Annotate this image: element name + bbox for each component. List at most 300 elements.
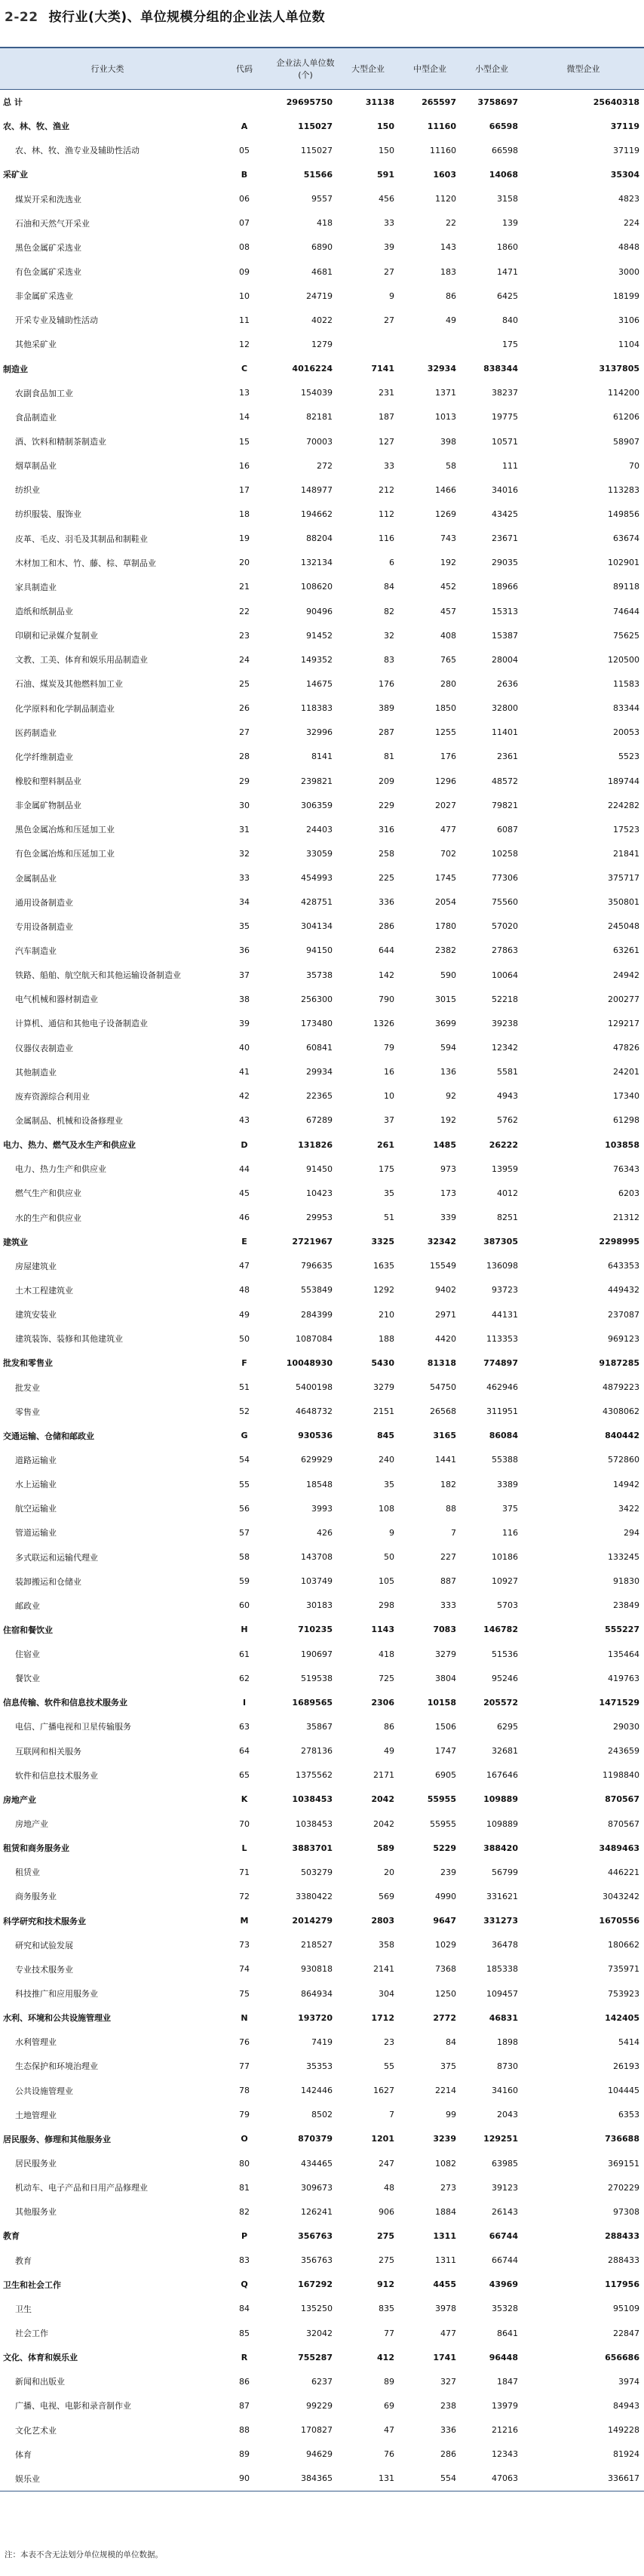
industry-code-cell: 09 xyxy=(239,266,250,277)
micro-cell: 37119 xyxy=(613,145,639,155)
industry-code-cell: 70 xyxy=(239,1818,250,1829)
medium-cell: 265597 xyxy=(422,97,456,107)
medium-cell: 81318 xyxy=(427,1357,456,1368)
medium-cell: 2214 xyxy=(435,2086,456,2096)
industry-code-cell: 14 xyxy=(239,412,250,423)
micro-cell: 3000 xyxy=(618,266,639,277)
total-cell: 1038453 xyxy=(292,1794,333,1805)
medium-cell: 702 xyxy=(440,848,456,859)
small-cell: 109889 xyxy=(486,1818,518,1829)
micro-cell: 3106 xyxy=(618,315,639,325)
medium-cell: 590 xyxy=(440,970,456,980)
industry-name-cell: 农、林、牧、渔专业及辅助性活动 xyxy=(15,146,140,156)
small-cell: 38237 xyxy=(492,388,518,398)
large-cell: 48 xyxy=(384,2182,394,2193)
industry-code-cell: 38 xyxy=(239,994,250,1004)
micro-cell: 1471529 xyxy=(599,1697,639,1708)
total-cell: 356763 xyxy=(298,2230,333,2241)
total-cell: 149352 xyxy=(301,654,333,665)
industry-code-cell: 63 xyxy=(239,1721,250,1732)
industry-name-cell: 房地产业 xyxy=(3,1794,36,1805)
industry-code-cell: K xyxy=(241,1794,248,1805)
table-row xyxy=(0,1472,644,1496)
total-cell: 60841 xyxy=(306,1043,333,1053)
total-cell: 755287 xyxy=(298,2352,333,2362)
micro-cell: 22847 xyxy=(613,2328,639,2338)
industry-name-cell: 家具制造业 xyxy=(15,582,57,592)
large-cell: 835 xyxy=(379,2304,394,2314)
small-cell: 375 xyxy=(502,1503,518,1514)
medium-cell: 3279 xyxy=(435,1649,456,1659)
small-cell: 1898 xyxy=(497,2037,518,2047)
large-cell: 725 xyxy=(379,1673,394,1683)
industry-code-cell: 40 xyxy=(239,1043,250,1053)
medium-cell: 457 xyxy=(440,606,456,616)
large-cell: 37 xyxy=(384,1115,394,1126)
micro-cell: 1198840 xyxy=(603,1770,639,1781)
medium-cell: 11160 xyxy=(430,145,456,155)
large-cell: 176 xyxy=(379,678,394,689)
total-cell: 82181 xyxy=(306,412,333,423)
industry-name-cell: 通用设备制造业 xyxy=(15,897,73,908)
micro-cell: 1104 xyxy=(618,339,639,349)
table-row xyxy=(0,2297,644,2321)
industry-name-cell: 专用设备制造业 xyxy=(15,921,73,932)
table-row xyxy=(0,1254,644,1278)
total-cell: 29934 xyxy=(306,1067,333,1077)
industry-code-cell: 35 xyxy=(239,921,250,932)
industry-code-cell: 51 xyxy=(239,1382,250,1393)
industry-code-cell: 28 xyxy=(239,752,250,762)
industry-name-cell: 制造业 xyxy=(3,364,28,374)
small-cell: 167646 xyxy=(486,1770,518,1781)
industry-code-cell: L xyxy=(241,1843,247,1853)
medium-cell: 1255 xyxy=(435,727,456,738)
total-cell: 170827 xyxy=(301,2425,333,2436)
industry-name-cell: 商务服务业 xyxy=(15,1892,57,1902)
total-cell: 428751 xyxy=(301,897,333,908)
industry-name-cell: 土木工程建筑业 xyxy=(15,1285,73,1296)
small-cell: 86084 xyxy=(489,1431,518,1441)
large-cell: 286 xyxy=(379,921,394,932)
large-cell: 212 xyxy=(379,484,394,495)
industry-name-cell: 木材加工和木、竹、藤、棕、草制品业 xyxy=(15,558,156,568)
table-row xyxy=(0,1642,644,1666)
medium-cell: 327 xyxy=(440,2376,456,2387)
micro-cell: 6353 xyxy=(618,2110,639,2120)
industry-name-cell: 建筑业 xyxy=(3,1237,28,1247)
large-cell: 3325 xyxy=(371,1237,394,1247)
total-cell: 256300 xyxy=(301,994,333,1004)
medium-cell: 182 xyxy=(440,1479,456,1489)
small-cell: 32681 xyxy=(492,1746,518,1757)
medium-cell: 192 xyxy=(440,558,456,568)
industry-name-cell: 卫生 xyxy=(15,2304,32,2314)
micro-cell: 25640318 xyxy=(593,97,639,107)
medium-cell: 238 xyxy=(440,2400,456,2411)
industry-code-cell: 85 xyxy=(239,2328,250,2338)
micro-cell: 870567 xyxy=(608,1818,639,1829)
table-row xyxy=(0,1181,644,1205)
micro-cell: 129217 xyxy=(608,1018,639,1028)
micro-cell: 63261 xyxy=(613,945,639,956)
large-cell: 3279 xyxy=(373,1382,394,1393)
table-row xyxy=(0,1981,644,2006)
industry-name-cell: 纺织服装、服饰业 xyxy=(15,509,81,520)
industry-name-cell: 采矿业 xyxy=(3,170,28,180)
micro-cell: 70 xyxy=(629,460,639,471)
large-cell: 131 xyxy=(337,2467,399,2491)
industry-name-cell: 土地管理业 xyxy=(15,2110,57,2120)
total-cell: 32042 xyxy=(306,2328,333,2338)
section-row xyxy=(0,1230,644,1254)
section-row xyxy=(0,2345,644,2369)
total-cell: 32996 xyxy=(306,727,333,738)
table-row xyxy=(0,987,644,1011)
industry-name-cell: 石油、煤炭及其他燃料加工业 xyxy=(15,679,123,690)
industry-code-cell: 37 xyxy=(239,970,250,980)
small-cell: 66744 xyxy=(492,2255,518,2266)
table-row xyxy=(0,696,644,721)
small-cell: 36478 xyxy=(492,1940,518,1950)
small-cell: 10571 xyxy=(492,436,518,447)
total-cell: 91452 xyxy=(306,630,333,641)
total-cell: 51566 xyxy=(303,169,333,180)
total-cell: 629929 xyxy=(301,1455,333,1465)
total-cell: 142446 xyxy=(301,2086,333,2096)
small-cell: 19775 xyxy=(492,412,518,423)
large-cell: 86 xyxy=(384,1721,394,1732)
medium-cell: 22 xyxy=(446,218,456,229)
page-title xyxy=(5,6,325,25)
large-cell: 76 xyxy=(384,2449,394,2460)
industry-code-cell: 48 xyxy=(239,1285,250,1296)
micro-cell: 89118 xyxy=(613,582,639,592)
industry-name-cell: 有色金属冶炼和压延加工业 xyxy=(15,849,115,859)
large-cell: 1326 xyxy=(373,1018,394,1028)
medium-cell: 1013 xyxy=(435,412,456,423)
medium-cell: 1747 xyxy=(435,1746,456,1757)
medium-cell: 2054 xyxy=(435,897,456,908)
medium-cell: 1311 xyxy=(435,2255,456,2266)
medium-cell: 1850 xyxy=(435,703,456,714)
micro-cell: 753923 xyxy=(608,1988,639,1999)
table-row xyxy=(0,2321,644,2345)
micro-cell: 11583 xyxy=(613,678,639,689)
industry-code-cell: 42 xyxy=(239,1091,250,1102)
industry-name-cell: 文化、体育和娱乐业 xyxy=(3,2353,78,2363)
large-cell: 225 xyxy=(379,873,394,884)
total-cell: 35738 xyxy=(306,970,333,980)
total-cell: 930536 xyxy=(298,1431,333,1441)
table-row xyxy=(0,963,644,987)
table-row xyxy=(0,2442,644,2467)
industry-code-cell: 36 xyxy=(239,945,250,956)
table-body xyxy=(0,90,644,2491)
industry-code-cell: O xyxy=(241,2134,248,2144)
medium-cell: 2027 xyxy=(435,800,456,810)
industry-name-cell: 黑色金属矿采选业 xyxy=(15,242,81,253)
total-cell: 426 xyxy=(317,1527,333,1538)
industry-name-cell: 燃气生产和供应业 xyxy=(15,1188,81,1199)
table-row xyxy=(0,769,644,793)
large-cell: 9 xyxy=(389,290,394,301)
large-cell: 231 xyxy=(379,388,394,398)
total-cell: 454993 xyxy=(301,873,333,884)
large-cell: 6 xyxy=(389,558,394,568)
industry-name-cell: 房地产业 xyxy=(15,1819,48,1830)
total-cell: 22365 xyxy=(306,1091,333,1102)
medium-cell: 280 xyxy=(440,678,456,689)
total-cell: 239821 xyxy=(301,776,333,786)
industry-name-cell: 居民服务、修理和其他服务业 xyxy=(3,2134,111,2144)
table-row xyxy=(0,308,644,332)
table-row xyxy=(0,1060,644,1084)
large-cell: 50 xyxy=(384,1552,394,1562)
small-cell: 39123 xyxy=(492,2182,518,2193)
micro-cell: 149228 xyxy=(608,2425,639,2436)
micro-cell: 18199 xyxy=(613,290,639,301)
medium-cell: 1250 xyxy=(435,1988,456,1999)
industry-name-cell: 水的生产和供应业 xyxy=(15,1213,81,1223)
table-row xyxy=(0,1011,644,1035)
section-row xyxy=(0,2224,644,2248)
industry-name-cell: 农副食品加工业 xyxy=(15,388,73,398)
large-cell: 188 xyxy=(379,1333,394,1344)
table-row xyxy=(0,527,644,551)
total-cell: 4681 xyxy=(311,266,333,277)
micro-cell: 735971 xyxy=(608,1964,639,1975)
industry-code-cell: 18 xyxy=(239,509,250,519)
medium-cell: 2382 xyxy=(435,945,456,956)
micro-cell: 180662 xyxy=(608,1940,639,1950)
micro-cell: 24942 xyxy=(613,970,639,980)
industry-code-cell: 41 xyxy=(239,1067,250,1077)
small-cell: 2361 xyxy=(497,752,518,762)
industry-code-cell: 19 xyxy=(239,533,250,544)
total-cell: 99229 xyxy=(306,2400,333,2411)
table-row xyxy=(0,405,644,429)
total-cell: 1087084 xyxy=(296,1333,333,1344)
industry-code-cell: 06 xyxy=(239,194,250,204)
micro-cell: 189744 xyxy=(608,776,639,786)
medium-cell: 1603 xyxy=(433,169,456,180)
large-cell: 644 xyxy=(379,945,394,956)
industry-name-cell: 生态保护和环境治理业 xyxy=(15,2061,98,2072)
small-cell: 32800 xyxy=(492,703,518,714)
table-row xyxy=(0,575,644,599)
total-cell: 6890 xyxy=(311,242,333,253)
micro-cell: 63674 xyxy=(613,533,639,544)
medium-cell: 239 xyxy=(440,1867,456,1877)
medium-cell: 2971 xyxy=(435,1309,456,1320)
large-cell: 187 xyxy=(379,412,394,423)
table-row xyxy=(0,551,644,575)
industry-name-cell: 装卸搬运和仓储业 xyxy=(15,1576,81,1587)
small-cell: 26222 xyxy=(489,1139,518,1150)
industry-name-cell: 食品制造业 xyxy=(15,412,57,423)
small-cell: 331621 xyxy=(486,1891,518,1901)
micro-cell: 142405 xyxy=(605,2012,639,2023)
section-row xyxy=(0,357,644,381)
industry-name-cell: 互联网和相关服务 xyxy=(15,1746,81,1757)
total-cell: 29953 xyxy=(306,1213,333,1223)
small-cell: 5762 xyxy=(497,1115,518,1126)
large-cell: 247 xyxy=(379,2158,394,2169)
large-cell: 55 xyxy=(384,2061,394,2071)
large-cell: 845 xyxy=(377,1431,394,1441)
industry-name-cell: 多式联运和运输代理业 xyxy=(15,1552,98,1563)
small-cell: 66598 xyxy=(489,121,518,131)
large-cell: 389 xyxy=(379,703,394,714)
table-row xyxy=(0,1400,644,1424)
small-cell: 77306 xyxy=(492,873,518,884)
small-cell: 12342 xyxy=(492,1043,518,1053)
industry-code-cell: B xyxy=(241,169,248,180)
industry-name-cell: 其他制造业 xyxy=(15,1067,57,1077)
medium-cell: 9402 xyxy=(435,1285,456,1296)
micro-cell: 14942 xyxy=(613,1479,639,1489)
micro-cell: 3422 xyxy=(618,1503,639,1514)
medium-cell: 4420 xyxy=(435,1333,456,1344)
industry-name-cell: 废弃资源综合利用业 xyxy=(15,1091,90,1102)
table-row xyxy=(0,745,644,769)
micro-cell: 870567 xyxy=(605,1794,639,1805)
micro-cell: 245048 xyxy=(608,921,639,932)
small-cell: 3158 xyxy=(497,194,518,204)
small-cell: 185338 xyxy=(486,1964,518,1975)
micro-cell: 369151 xyxy=(608,2158,639,2169)
medium-cell: 11160 xyxy=(427,121,456,131)
small-cell: 10186 xyxy=(492,1552,518,1562)
large-cell: 275 xyxy=(379,2255,394,2266)
medium-cell: 183 xyxy=(440,266,456,277)
micro-cell: 840442 xyxy=(605,1431,639,1441)
large-cell: 69 xyxy=(384,2400,394,2411)
micro-cell: 23849 xyxy=(613,1600,639,1611)
large-cell: 9 xyxy=(389,1527,394,1538)
industry-name-cell: 总 计 xyxy=(3,97,23,108)
industry-name-cell: 酒、饮料和精制茶制造业 xyxy=(15,437,106,447)
table-row xyxy=(0,2054,644,2078)
micro-cell: 243659 xyxy=(608,1746,639,1757)
industry-code-cell: 54 xyxy=(239,1455,250,1465)
data-table-container xyxy=(0,47,644,2491)
table-row xyxy=(0,1302,644,1326)
industry-name-cell: 卫生和社会工作 xyxy=(3,2279,61,2290)
total-cell: 24403 xyxy=(306,824,333,835)
small-cell: 34016 xyxy=(492,484,518,495)
medium-cell: 32342 xyxy=(427,1237,456,1247)
medium-cell: 2772 xyxy=(433,2012,456,2023)
small-cell: 111 xyxy=(502,460,518,471)
table-row xyxy=(0,429,644,453)
industry-name-cell: 电气机械和器材制造业 xyxy=(15,994,98,1005)
industry-name-cell: 皮革、毛皮、羽毛及其制品和制鞋业 xyxy=(15,533,148,544)
large-cell: 316 xyxy=(379,824,394,835)
medium-cell: 1029 xyxy=(435,1940,456,1950)
industry-name-cell: 烟草制品业 xyxy=(15,461,57,472)
micro-cell: 135464 xyxy=(608,1649,639,1659)
industry-name-cell: 印刷和记录媒介复制业 xyxy=(15,631,98,641)
small-cell: 2636 xyxy=(497,678,518,689)
medium-cell: 7 xyxy=(451,1527,456,1538)
medium-cell: 1269 xyxy=(435,509,456,519)
small-cell: 6295 xyxy=(497,1721,518,1732)
large-cell: 77 xyxy=(384,2328,394,2338)
table-row xyxy=(0,2103,644,2127)
industry-code-cell: 27 xyxy=(239,727,250,738)
section-row xyxy=(0,1788,644,1812)
total-cell: 218527 xyxy=(301,1940,333,1950)
total-cell: 132134 xyxy=(301,558,333,568)
large-cell: 89 xyxy=(384,2376,394,2387)
industry-name-cell: 水利管理业 xyxy=(15,2037,57,2048)
small-cell: 18966 xyxy=(492,582,518,592)
large-cell: 105 xyxy=(379,1576,394,1587)
small-cell: 1860 xyxy=(497,242,518,253)
total-cell: 3380422 xyxy=(296,1891,333,1901)
large-cell: 1292 xyxy=(373,1285,394,1296)
industry-name-cell: 居民服务业 xyxy=(15,2159,57,2169)
header-code: 代码 xyxy=(215,48,274,90)
table-row xyxy=(0,672,644,696)
small-cell: 8251 xyxy=(497,1213,518,1223)
total-cell: 103749 xyxy=(301,1576,333,1587)
total-cell: 10423 xyxy=(306,1188,333,1198)
total-cell: 306359 xyxy=(301,800,333,810)
industry-code-cell: A xyxy=(241,121,248,131)
industry-code-cell xyxy=(215,90,274,115)
table-row xyxy=(0,138,644,162)
table-row xyxy=(0,381,644,405)
industry-name-cell: 社会工作 xyxy=(15,2329,48,2338)
total-cell: 418 xyxy=(317,218,333,229)
industry-code-cell: 15 xyxy=(239,436,250,447)
industry-code-cell: D xyxy=(241,1139,248,1150)
micro-cell: 58907 xyxy=(613,436,639,447)
table-row xyxy=(0,211,644,235)
micro-cell: 656686 xyxy=(605,2352,639,2362)
total-cell: 1689565 xyxy=(292,1697,333,1708)
total-cell: 1038453 xyxy=(296,1818,333,1829)
micro-cell: 200277 xyxy=(608,994,639,1004)
industry-code-cell: 89 xyxy=(239,2449,250,2460)
micro-cell: 2298995 xyxy=(599,1237,639,1247)
table-row xyxy=(0,721,644,745)
medium-cell: 286 xyxy=(440,2449,456,2460)
table-row xyxy=(0,1594,644,1618)
medium-cell: 227 xyxy=(440,1552,456,1562)
small-cell: 66744 xyxy=(489,2230,518,2241)
micro-cell: 224282 xyxy=(608,800,639,810)
large-cell: 79 xyxy=(384,1043,394,1053)
medium-cell: 765 xyxy=(440,654,456,665)
small-cell: 10927 xyxy=(492,1576,518,1587)
small-cell: 35328 xyxy=(492,2304,518,2314)
total-cell: 94150 xyxy=(306,945,333,956)
large-cell: 27 xyxy=(384,266,394,277)
micro-cell: 237087 xyxy=(608,1309,639,1320)
small-cell: 5703 xyxy=(497,1600,518,1611)
industry-name-cell: 铁路、船舶、航空航天和其他运输设备制造业 xyxy=(15,970,181,981)
small-cell: 8730 xyxy=(497,2061,518,2071)
table-row xyxy=(0,817,644,841)
table-row xyxy=(0,1714,644,1738)
industry-code-cell: 31 xyxy=(239,824,250,835)
total-cell: 91450 xyxy=(306,1164,333,1174)
industry-name-cell: 水上运输业 xyxy=(15,1480,57,1490)
